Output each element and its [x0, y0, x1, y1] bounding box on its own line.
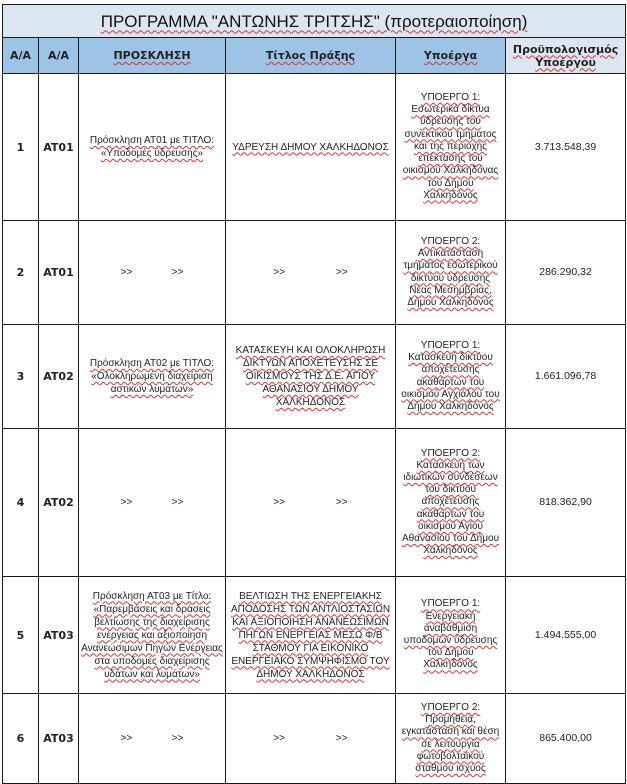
call-code: AT03 — [39, 577, 79, 694]
table-body — [3, 74, 626, 784]
subproject-budget: 865.400,00 — [506, 694, 626, 784]
call-description-ditto — [79, 221, 226, 325]
subproject-description — [396, 577, 506, 694]
call-description-text: Πρόσκληση ΑΤ03 με Τίτλο: «Παρεμβάσεις και δράσεις βελτίωσης της διαχείρισης ενέργειας και αξιοποίηση Ανανεώσιμων Πηγών Ενέργειας στα υποδομές διαχείρισης υδάτων και λυμάτων» — [81, 590, 223, 680]
subproject-description — [396, 429, 506, 577]
subproject-description-text: ΥΠΟΕΡΓΟ 2: Προμήθεια, εγκατάσταση και θέση σε λειτουργία φωτοβολταϊκού σταθμού ισχύος — [401, 701, 500, 774]
subproject-description-text: ΥΠΟΕΡΓΟ 2: Αντικατάσταση τμήματος εσωτερικού δικτύου ύδρευσης Νέας Μεσημβρίας, Δήμου Χαλκηδόνος — [403, 235, 498, 308]
subproject-budget: 1.661.096,78 — [506, 325, 626, 429]
table-row — [3, 694, 626, 784]
call-description — [79, 74, 226, 221]
table-title-text: ΠΡΟΓΡΑΜΜΑ "ΑΝΤΩΝΗΣ ΤΡΙΤΣΗΣ" (προτεραιοποίηση) — [100, 11, 528, 31]
ditto-mark: >> — [120, 497, 133, 508]
header-aa-2: Α/Α — [39, 38, 79, 74]
table-row — [3, 429, 626, 577]
call-description — [79, 325, 226, 429]
subproject-description — [396, 221, 506, 325]
subproject-description — [396, 74, 506, 221]
ditto-mark: >> — [171, 733, 184, 744]
action-title-text: ΒΕΛΤΙΩΣΗ ΤΗΣ ΕΝΕΡΓΕΙΑΚΗΣ ΑΠΟΔΟΣΗΣ ΤΩΝ ΑΝΤΛΙΟΣΤΑΣΙΩΝ ΚΑΙ ΑΞΙΟΠΟΙΗΣΗ ΑΝΑΝΕΩΣΙΜΩΝ ΠΗΓΩΝ ΕΝΕΡΓΕΙΑΣ ΜΕΣΩ Φ/Β ΣΤΑΘΜΟΥ ΓΙΑ ΕΙΚΟΝΙΚΟ ΕΝΕΡΓΕΙΑΚΟ ΣΥΜΨΗΦΙΣΜΟ ΤΟΥ ΔΗΜΟΥ ΧΑΛΚΗΔΟΝΟΣ — [230, 590, 391, 680]
subproject-budget: 818.362,90 — [506, 429, 626, 577]
subproject-budget: 3.713.548,39 — [506, 74, 626, 221]
header-title — [226, 38, 396, 74]
program-table-container — [2, 4, 625, 784]
ditto-mark: >> — [335, 733, 348, 744]
ditto-mark: >> — [273, 733, 286, 744]
subproject-budget: 286.290,32 — [506, 221, 626, 325]
row-number: 5 — [3, 577, 39, 694]
header-row — [3, 38, 626, 74]
subproject-description-text: ΥΠΟΕΡΓΟ 1: Εσωτερικά δίκτυα ύδρευσης του συνεκτικού τμήματος και της περιοχής επέκτασης του οικισμού Χαλκηδόνας του Δήμου Χαλκηδόνος — [402, 92, 499, 201]
subproject-description — [396, 325, 506, 429]
table-row — [3, 325, 626, 429]
subproject-description-text: ΥΠΟΕΡΓΟ 2: Κατασκευή των ιδιωτικών συνδέσεων του δικτύου αποχέτευσης ακαθάρτων του οικισμού Αγίου Αθανασίου του Δήμου Χαλκηδόνος — [401, 447, 500, 557]
action-title-text: ΚΑΤΑΣΚΕΥΗ ΚΑΙ ΟΛΟΚΛΗΡΩΣΗ ΔΙΚΤΥΩΝ ΑΠΟΧΕΤΕΥΣΗΣ ΣΕ ΟΙΚΙΣΜΟΥΣ ΤΗΣ Δ.Ε. ΑΓΙΟΥ ΑΘΑΝΑΣΙΟΥ ΔΗΜΟΥ ΧΑΛΚΗΔΟΝΟΣ — [235, 345, 386, 408]
ditto-mark: >> — [335, 267, 348, 278]
action-title — [226, 74, 396, 221]
call-code: AT03 — [39, 694, 79, 784]
subproject-description — [396, 694, 506, 784]
call-code: AT01 — [39, 221, 79, 325]
ditto-mark: >> — [120, 267, 133, 278]
action-title-ditto — [226, 429, 396, 577]
header-budget-text: Προϋπολογισμός Υποέργου — [512, 42, 619, 69]
action-title-text: ΥΔΡΕΥΣΗ ΔΗΜΟΥ ΧΑΛΚΗΔΟΝΟΣ — [232, 141, 389, 153]
table-row — [3, 221, 626, 325]
subproject-budget: 1.494.555,00 — [506, 577, 626, 694]
row-number: 2 — [3, 221, 39, 325]
subproject-description-text: ΥΠΟΕΡΓΟ 1: Κατασκευή δικτύου αποχέτευσης ακαθάρτων του οικισμού Αγχιάλου του Δήμου Χαλκηδόνος — [401, 339, 500, 412]
header-subprojects — [396, 38, 506, 74]
ditto-mark: >> — [335, 497, 348, 508]
action-title-ditto — [226, 221, 396, 325]
ditto-mark: >> — [171, 497, 184, 508]
call-description-text: Πρόσκληση ΑΤ01 με ΤΙΤΛΟ: «Υποδομές ύδρευσης» — [89, 135, 215, 159]
call-description-ditto — [79, 694, 226, 784]
header-call-text: ΠΡΟΣΚΛΗΣΗ — [113, 49, 191, 62]
row-number: 1 — [3, 74, 39, 221]
row-number: 4 — [3, 429, 39, 577]
subproject-description-text: ΥΠΟΕΡΓΟ 1: Ενεργειακή αναβάθμιση υποδομών ύδρευσης του Δήμου Χαλκηδόνος — [403, 598, 498, 671]
table-row — [3, 577, 626, 694]
row-number: 3 — [3, 325, 39, 429]
ditto-mark: >> — [171, 267, 184, 278]
header-title-text: Τίτλος Πράξης — [265, 49, 356, 62]
row-number: 6 — [3, 694, 39, 784]
ditto-mark: >> — [120, 733, 133, 744]
call-description-ditto — [79, 429, 226, 577]
call-code: AT02 — [39, 325, 79, 429]
header-budget — [506, 38, 626, 74]
header-call — [79, 38, 226, 74]
action-title-ditto — [226, 694, 396, 784]
action-title — [226, 577, 396, 694]
call-description — [79, 577, 226, 694]
call-code: AT01 — [39, 74, 79, 221]
table-row — [3, 74, 626, 221]
call-code: AT02 — [39, 429, 79, 577]
ditto-mark: >> — [273, 267, 286, 278]
header-aa-1: Α/Α — [3, 38, 39, 74]
header-subprojects-text: Υποέργα — [423, 49, 478, 62]
table-title — [3, 5, 626, 38]
action-title — [226, 325, 396, 429]
call-description-text: Πρόσκληση ΑΤ02 με ΤΙΤΛΟ: «Ολοκληρωμένη διαχείριση αστικών λυμάτων» — [89, 358, 215, 395]
program-table — [2, 4, 626, 784]
ditto-mark: >> — [273, 497, 286, 508]
